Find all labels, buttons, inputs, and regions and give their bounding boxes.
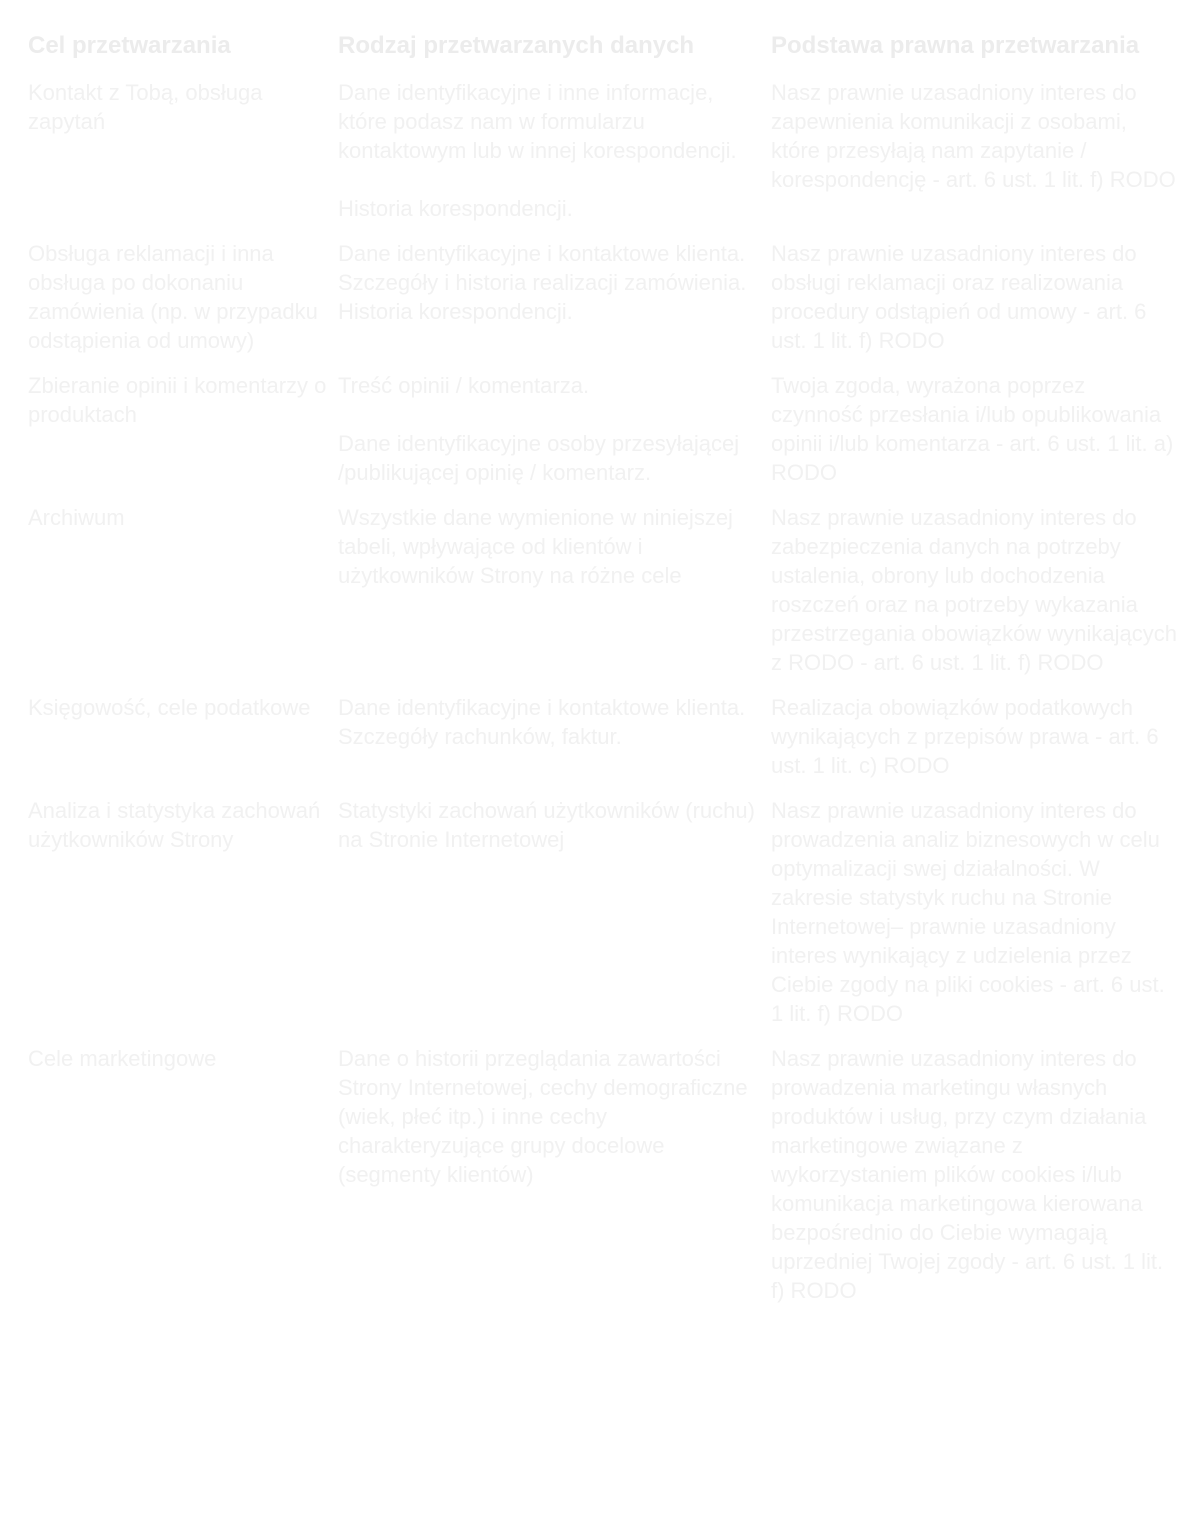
- purpose-text: Archiwum: [28, 505, 125, 530]
- data-processing-table: [28, 30, 1188, 1305]
- header-purpose: Cel przetwarzania: [28, 32, 231, 59]
- purpose-text: Księgowość, cele podatkowe: [28, 695, 311, 720]
- legal-basis-text: Nasz prawnie uzasadniony interes do prowadzenia analiz biznesowych w celu optymalizacji swej działalności. W zakresie statystyk ruchu na Stronie Internetowej– prawnie uzasadniony interes wynikający z udzielenia przez Ciebie zgody na pliki cookies - art. 6 ust. 1 lit. f) RODO: [771, 798, 1165, 1026]
- purpose-text: Zbieranie opinii i komentarzy o produktach: [28, 373, 327, 427]
- header-data-type: Rodzaj przetwarzanych danych: [338, 32, 695, 59]
- data-type-text-2: Szczegóły rachunków, faktur.: [338, 724, 622, 749]
- purpose-text: Kontakt z Tobą, obsługa zapytań: [28, 80, 263, 134]
- cell-purpose: [28, 1044, 338, 1305]
- data-type-text: Dane identyfikacyjne i kontaktowe klienta. Szczegóły i historia realizacji zamówienia. Historia korespondencji.: [338, 241, 747, 324]
- header-legal-basis: Podstawa prawna przetwarzania: [771, 32, 1140, 59]
- data-type-text: Statystyki zachowań użytkowników (ruchu) na Stronie Internetowej: [338, 798, 755, 852]
- data-type-text: Dane o historii przeglądania zawartości Strony Internetowej, cechy demograficzne (wiek, płeć itp.) i inne cechy charakteryzujące grupy docelowe (segmenty klientów): [338, 1046, 748, 1187]
- cell-purpose: [28, 503, 338, 677]
- cell-legal-basis: [771, 693, 1188, 780]
- cell-legal-basis: [771, 796, 1188, 1028]
- cell-data-type: [338, 239, 771, 355]
- cell-data-type: [338, 796, 771, 1028]
- data-type-text-2: Historia korespondencji.: [338, 196, 573, 221]
- cell-data-type: [338, 371, 771, 487]
- purpose-text: Cele marketingowe: [28, 1046, 217, 1071]
- cell-data-type: [338, 78, 771, 223]
- cell-legal-basis: [771, 78, 1188, 223]
- cell-data-type: [338, 693, 771, 780]
- data-type-text: Dane identyfikacyjne i kontaktowe klienta.: [338, 695, 746, 720]
- cell-purpose: [28, 796, 338, 1028]
- legal-basis-text: Nasz prawnie uzasadniony interes do zabezpieczenia danych na potrzeby ustalenia, obrony lub dochodzenia roszczeń oraz na potrzeby wykazania przestrzegania obowiązków wynikających z RODO - art. 6 ust. 1 lit. f) RODO: [771, 505, 1177, 675]
- cell-purpose: [28, 239, 338, 355]
- cell-purpose: [28, 371, 338, 487]
- cell-legal-basis: [771, 371, 1188, 487]
- legal-basis-text: Nasz prawnie uzasadniony interes do zapewnienia komunikacji z osobami, które przesyłają nam zapytanie / korespondencję - art. 6 ust. 1 lit. f) RODO: [771, 80, 1176, 192]
- legal-basis-text: Realizacja obowiązków podatkowych wynikających z przepisów prawa - art. 6 ust. 1 lit. c) RODO: [771, 695, 1159, 778]
- cell-legal-basis: [771, 1044, 1188, 1305]
- cell-legal-basis: [771, 239, 1188, 355]
- data-type-text-2: Dane identyfikacyjne osoby przesyłającej /publikującej opinię / komentarz.: [338, 431, 740, 485]
- cell-data-type: [338, 503, 771, 677]
- legal-basis-text: Twoja zgoda, wyrażona poprzez czynność przesłania i/lub opublikowania opinii i/lub komentarza - art. 6 ust. 1 lit. a) RODO: [771, 373, 1174, 485]
- legal-basis-text: Nasz prawnie uzasadniony interes do prowadzenia marketingu własnych produktów i usług, przy czym działania marketingowe związane z wykorzystaniem plików cookies i/lub komunikacja marketingowa kierowana bezpośrednio do Ciebie wymagają uprzedniej Twojej zgody - art. 6 ust. 1 lit. f) RODO: [771, 1046, 1164, 1303]
- legal-basis-text: Nasz prawnie uzasadniony interes do obsługi reklamacji oraz realizowania procedury odstąpień od umowy - art. 6 ust. 1 lit. f) RODO: [771, 241, 1147, 353]
- purpose-text: Analiza i statystyka zachowań użytkowników Strony: [28, 798, 321, 852]
- data-type-text: Wszystkie dane wymienione w niniejszej tabeli, wpływające od klientów i użytkowników Strony na różne cele: [338, 505, 733, 588]
- cell-legal-basis: [771, 503, 1188, 677]
- data-type-text: Treść opinii / komentarza.: [338, 373, 590, 398]
- data-type-text: Dane identyfikacyjne i inne informacje, które podasz nam w formularzu kontaktowym lub w innej korespondencji.: [338, 80, 737, 163]
- cell-purpose: [28, 693, 338, 780]
- cell-data-type: [338, 1044, 771, 1305]
- cell-purpose: [28, 78, 338, 223]
- purpose-text: Obsługa reklamacji i inna obsługa po dokonaniu zamówienia (np. w przypadku odstąpienia od umowy): [28, 241, 318, 353]
